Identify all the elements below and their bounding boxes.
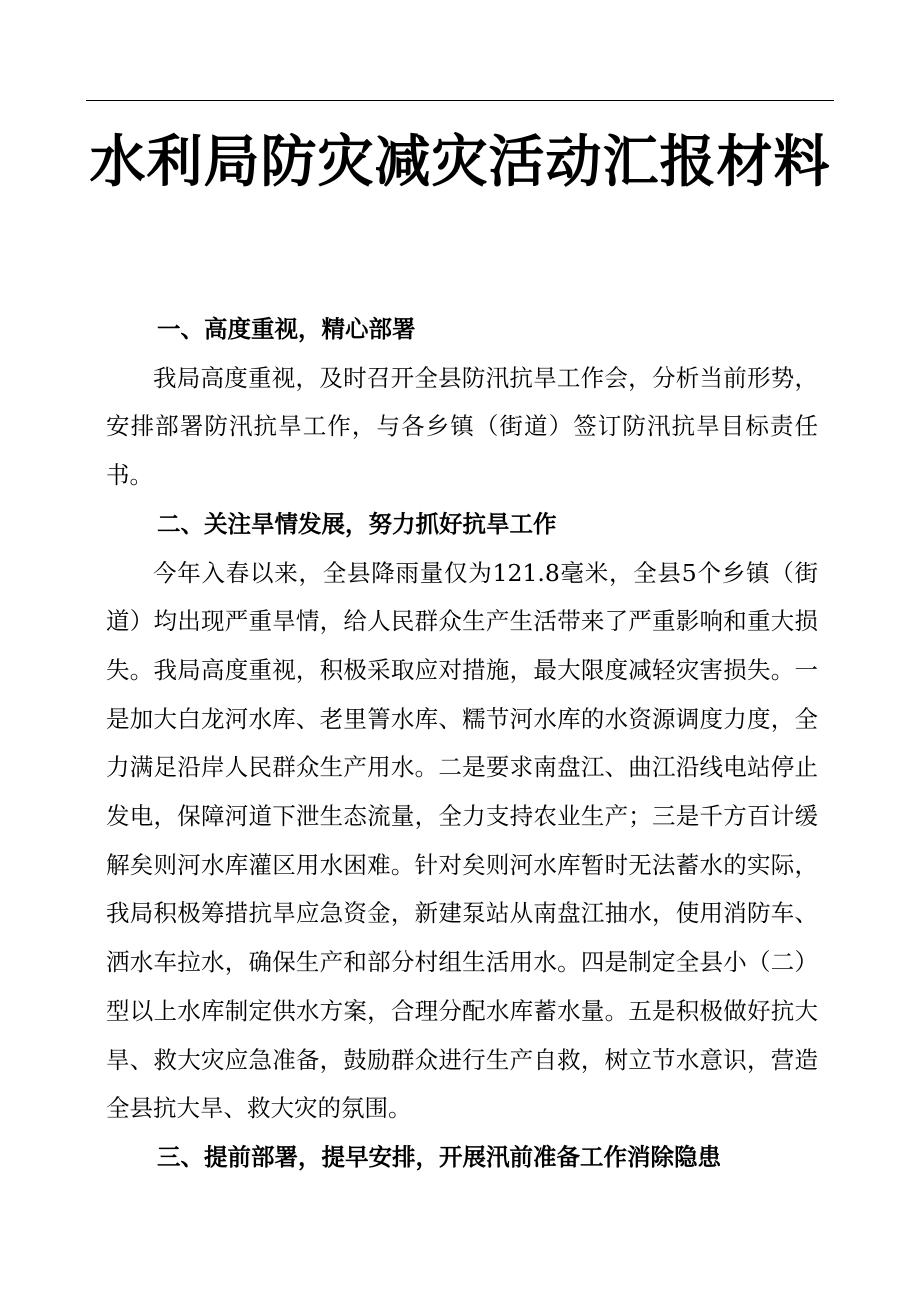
document-body [106,305,818,1182]
section-heading-3: 三、提前部署，提早安排，开展汛前准备工作消除隐患 [157,1142,721,1171]
document-title: 水利局防灾减灾活动汇报材料 [89,130,831,195]
section-heading-1: 一、高度重视，精心部署 [157,315,416,343]
section-paragraph-1: 我局高度重视，及时召开全县防汛抗旱工作会，分析当前形势，安排部署防汛抗旱工作，与各乡镇（街道）签订防汛抗旱目标责任书。 [106,363,818,490]
header-rule [86,100,834,101]
section-heading-2: 二、关注旱情发展，努力抓好抗旱工作 [157,509,557,538]
section-paragraph-2: 今年入春以来，全县降雨量仅为121.8毫米，全县5个乡镇（街道）均出现严重旱情，给人民群众生产生活带来了严重影响和重大损失。我局高度重视，积极采取应对措施，最大限度减轻灾害损失。一是加大白龙河水库、老里箐水库、糯节河水库的水资源调度力度，全力满足沿岸人民群众生产用水。二是要求南盘江、曲江沿线电站停止发电，保障河道下泄生态流量，全力支持农业生产；三是千方百计缓解矣则河水库灌区用水困难。针对矣则河水库暂时无法蓄水的实际，我局积极筹措抗旱应急资金，新建泵站从南盘江抽水，使用消防车、洒水车拉水，确保生产和部分村组生活用水。四是制定全县小（二）型以上水库制定供水方案，合理分配水库蓄水量。五是积极做好抗大旱、救大灾应急准备，鼓励群众进行生产自救，树立节水意识，营造全县抗大旱、救大灾的氛围。 [106,558,818,1123]
